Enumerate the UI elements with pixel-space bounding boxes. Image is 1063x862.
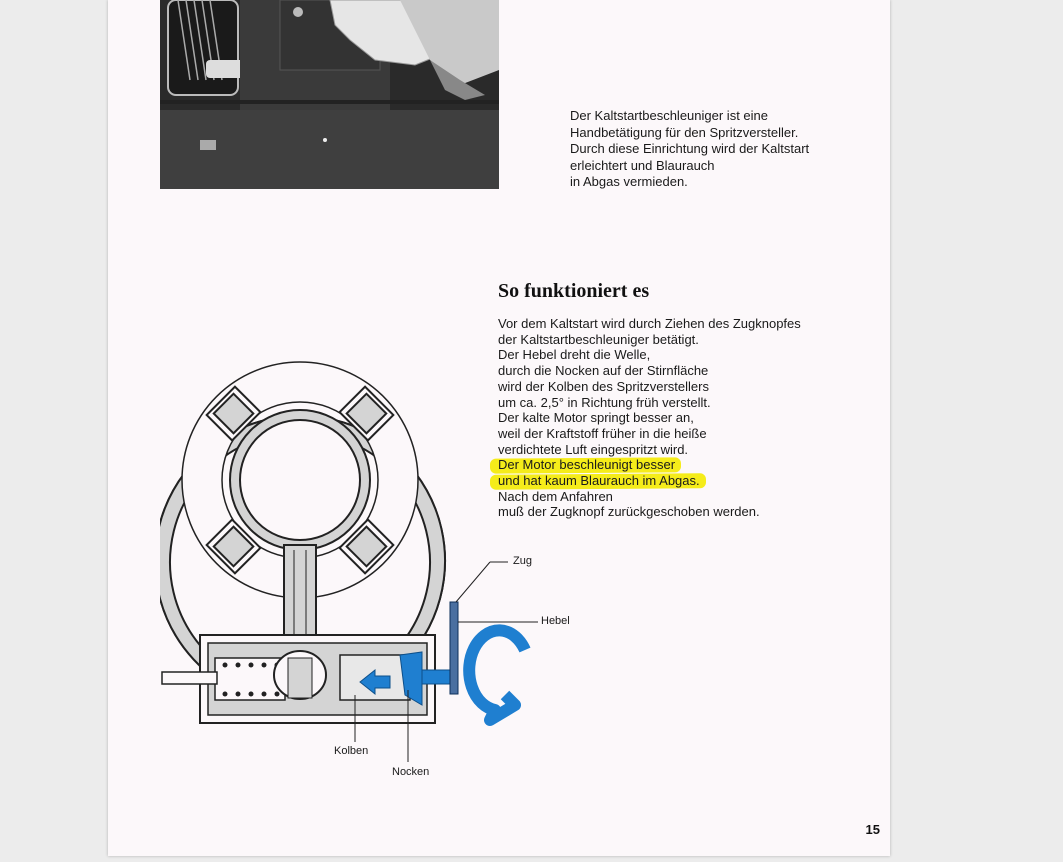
body-line: der Kaltstartbeschleuniger betätigt. xyxy=(498,331,699,347)
body-line: Vor dem Kaltstart wird durch Ziehen des Zugknopfes xyxy=(498,316,801,331)
label-hebel: Hebel xyxy=(541,615,570,627)
body-line: muß der Zugknopf zurückgeschoben werden. xyxy=(498,504,760,520)
section-heading: So funktioniert es xyxy=(498,280,650,302)
body-line: Nach dem Anfahren xyxy=(498,488,613,504)
caption-line: Der Kaltstartbeschleuniger ist eine xyxy=(570,108,768,123)
body-line: Der Hebel dreht die Welle, xyxy=(498,347,651,363)
section-body xyxy=(498,316,868,520)
page-number: 15 xyxy=(865,822,880,837)
body-line: durch die Nocken auf der Stirnfläche xyxy=(498,363,709,379)
body-line: wird der Kolben des Spritzverstellers xyxy=(498,378,709,394)
dashboard-photo xyxy=(160,0,499,189)
caption-line: in Abgas vermieden. xyxy=(570,174,688,189)
body-line: weil der Kraftstoff früher in die heiße xyxy=(498,425,707,441)
photo-caption xyxy=(570,108,870,191)
body-line: um ca. 2,5° in Richtung früh verstellt. xyxy=(498,394,711,410)
body-line: Der kalte Motor springt besser an, xyxy=(498,410,694,426)
caption-line: Handbetätigung für den Spritzversteller. xyxy=(570,124,799,140)
caption-line: Durch diese Einrichtung wird der Kaltstart xyxy=(570,141,810,156)
label-nocken: Nocken xyxy=(392,766,430,778)
highlighted-line: und hat kaum Blaurauch im Abgas. xyxy=(498,473,700,489)
label-zug: Zug xyxy=(513,555,532,567)
label-kolben: Kolben xyxy=(334,745,369,757)
highlighted-line: Der Motor beschleunigt besser xyxy=(498,457,676,473)
document-page xyxy=(108,0,890,856)
body-line: verdichtete Luft eingespritzt wird. xyxy=(498,441,689,457)
caption-line: erleichtert und Blaurauch xyxy=(570,157,715,173)
